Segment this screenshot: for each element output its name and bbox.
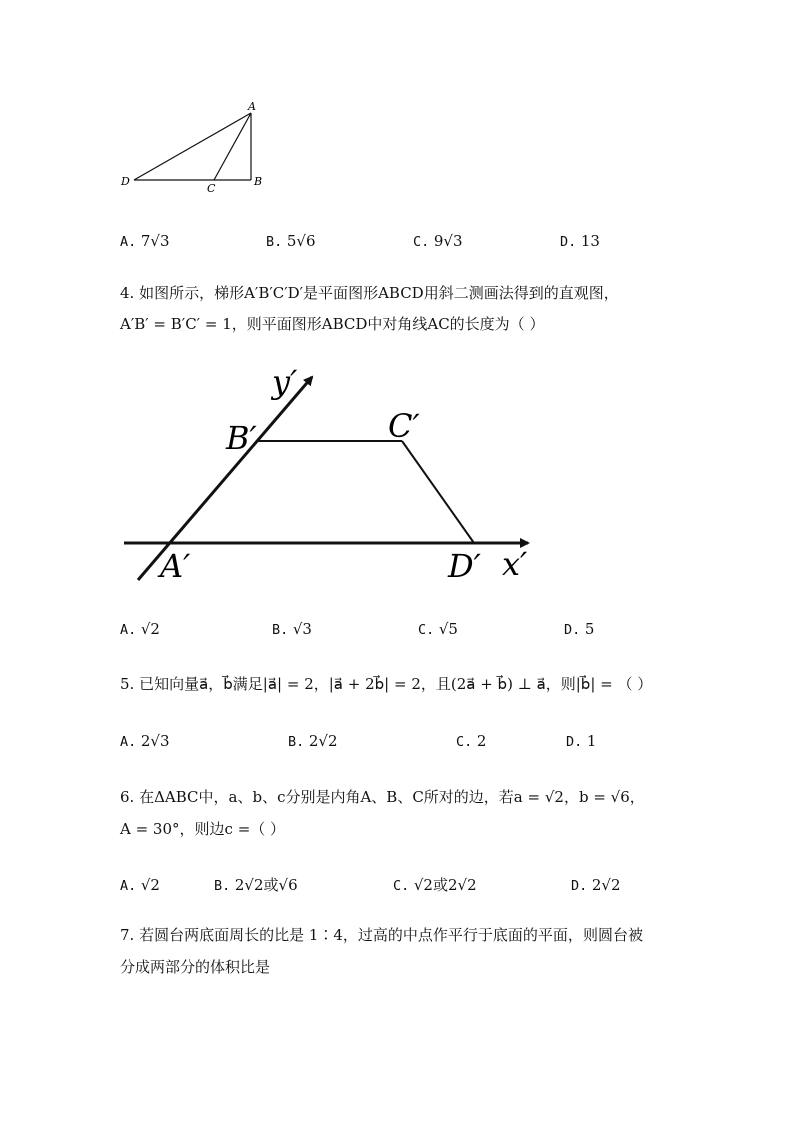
q6-stem-line2: A = 30°，则边c =（ ） <box>120 820 286 838</box>
q6-stem-line1: 6. 在ΔABC中，a、b、c分别是内角A、B、C所对的边，若a = √2，b = √6， <box>120 788 645 806</box>
label-D-prime: D′ <box>448 547 481 585</box>
label-A-prime: A′ <box>160 547 191 585</box>
q7-stem-line2: 分成两部分的体积比是 <box>120 958 271 976</box>
q5-stem-line1: 5. 已知向量a⃗，b⃗满足|a⃗| = 2，|a⃗ + 2b⃗| = 2，且(2a⃗ + b⃗) ⊥ a⃗，则|b⃗| = （ ） <box>120 675 653 693</box>
q5-option-a[interactable]: A. 2√3 <box>120 732 170 750</box>
label-C: C <box>207 182 216 195</box>
q5-option-d[interactable]: D. 1 <box>566 732 597 750</box>
q3-option-d[interactable]: D. 13 <box>560 232 600 250</box>
trapezoid-figure <box>110 355 560 595</box>
label-C-prime: C′ <box>388 407 420 445</box>
q7-stem-line1: 7. 若圆台两底面周长的比是 1∶4，过高的中点作平行于底面的平面，则圆台被 <box>120 926 643 944</box>
q4-option-a[interactable]: A. √2 <box>120 620 160 638</box>
q4-stem-line2: A′B′ = B′C′ = 1，则平面图形ABCD中对角线AC的长度为（ ） <box>120 315 545 333</box>
label-B-prime: B′ <box>226 419 257 457</box>
q4-option-b[interactable]: B. √3 <box>272 620 312 638</box>
label-y-prime: y′ <box>272 363 298 401</box>
q3-option-c[interactable]: C. 9√3 <box>413 232 463 250</box>
q4-stem-line1: 4. 如图所示，梯形A′B′C′D′是平面图形ABCD用斜二测画法得到的直观图， <box>120 284 619 302</box>
label-x-prime: x′ <box>502 545 528 583</box>
q5-option-b[interactable]: B. 2√2 <box>288 732 338 750</box>
label-A: A <box>248 100 256 113</box>
q5-option-c[interactable]: C. 2 <box>456 732 487 750</box>
q4-option-c[interactable]: C. √5 <box>418 620 458 638</box>
q4-option-d[interactable]: D. 5 <box>564 620 595 638</box>
triangle-figure <box>110 95 280 200</box>
q6-option-a[interactable]: A. √2 <box>120 876 160 894</box>
q3-option-b[interactable]: B. 5√6 <box>266 232 316 250</box>
q3-option-a[interactable]: A. 7√3 <box>120 232 170 250</box>
label-D: D <box>121 175 130 188</box>
label-B: B <box>254 175 263 188</box>
q6-option-b[interactable]: B. 2√2或√6 <box>214 876 298 894</box>
q6-option-c[interactable]: C. √2或2√2 <box>393 876 477 894</box>
q6-option-d[interactable]: D. 2√2 <box>571 876 621 894</box>
